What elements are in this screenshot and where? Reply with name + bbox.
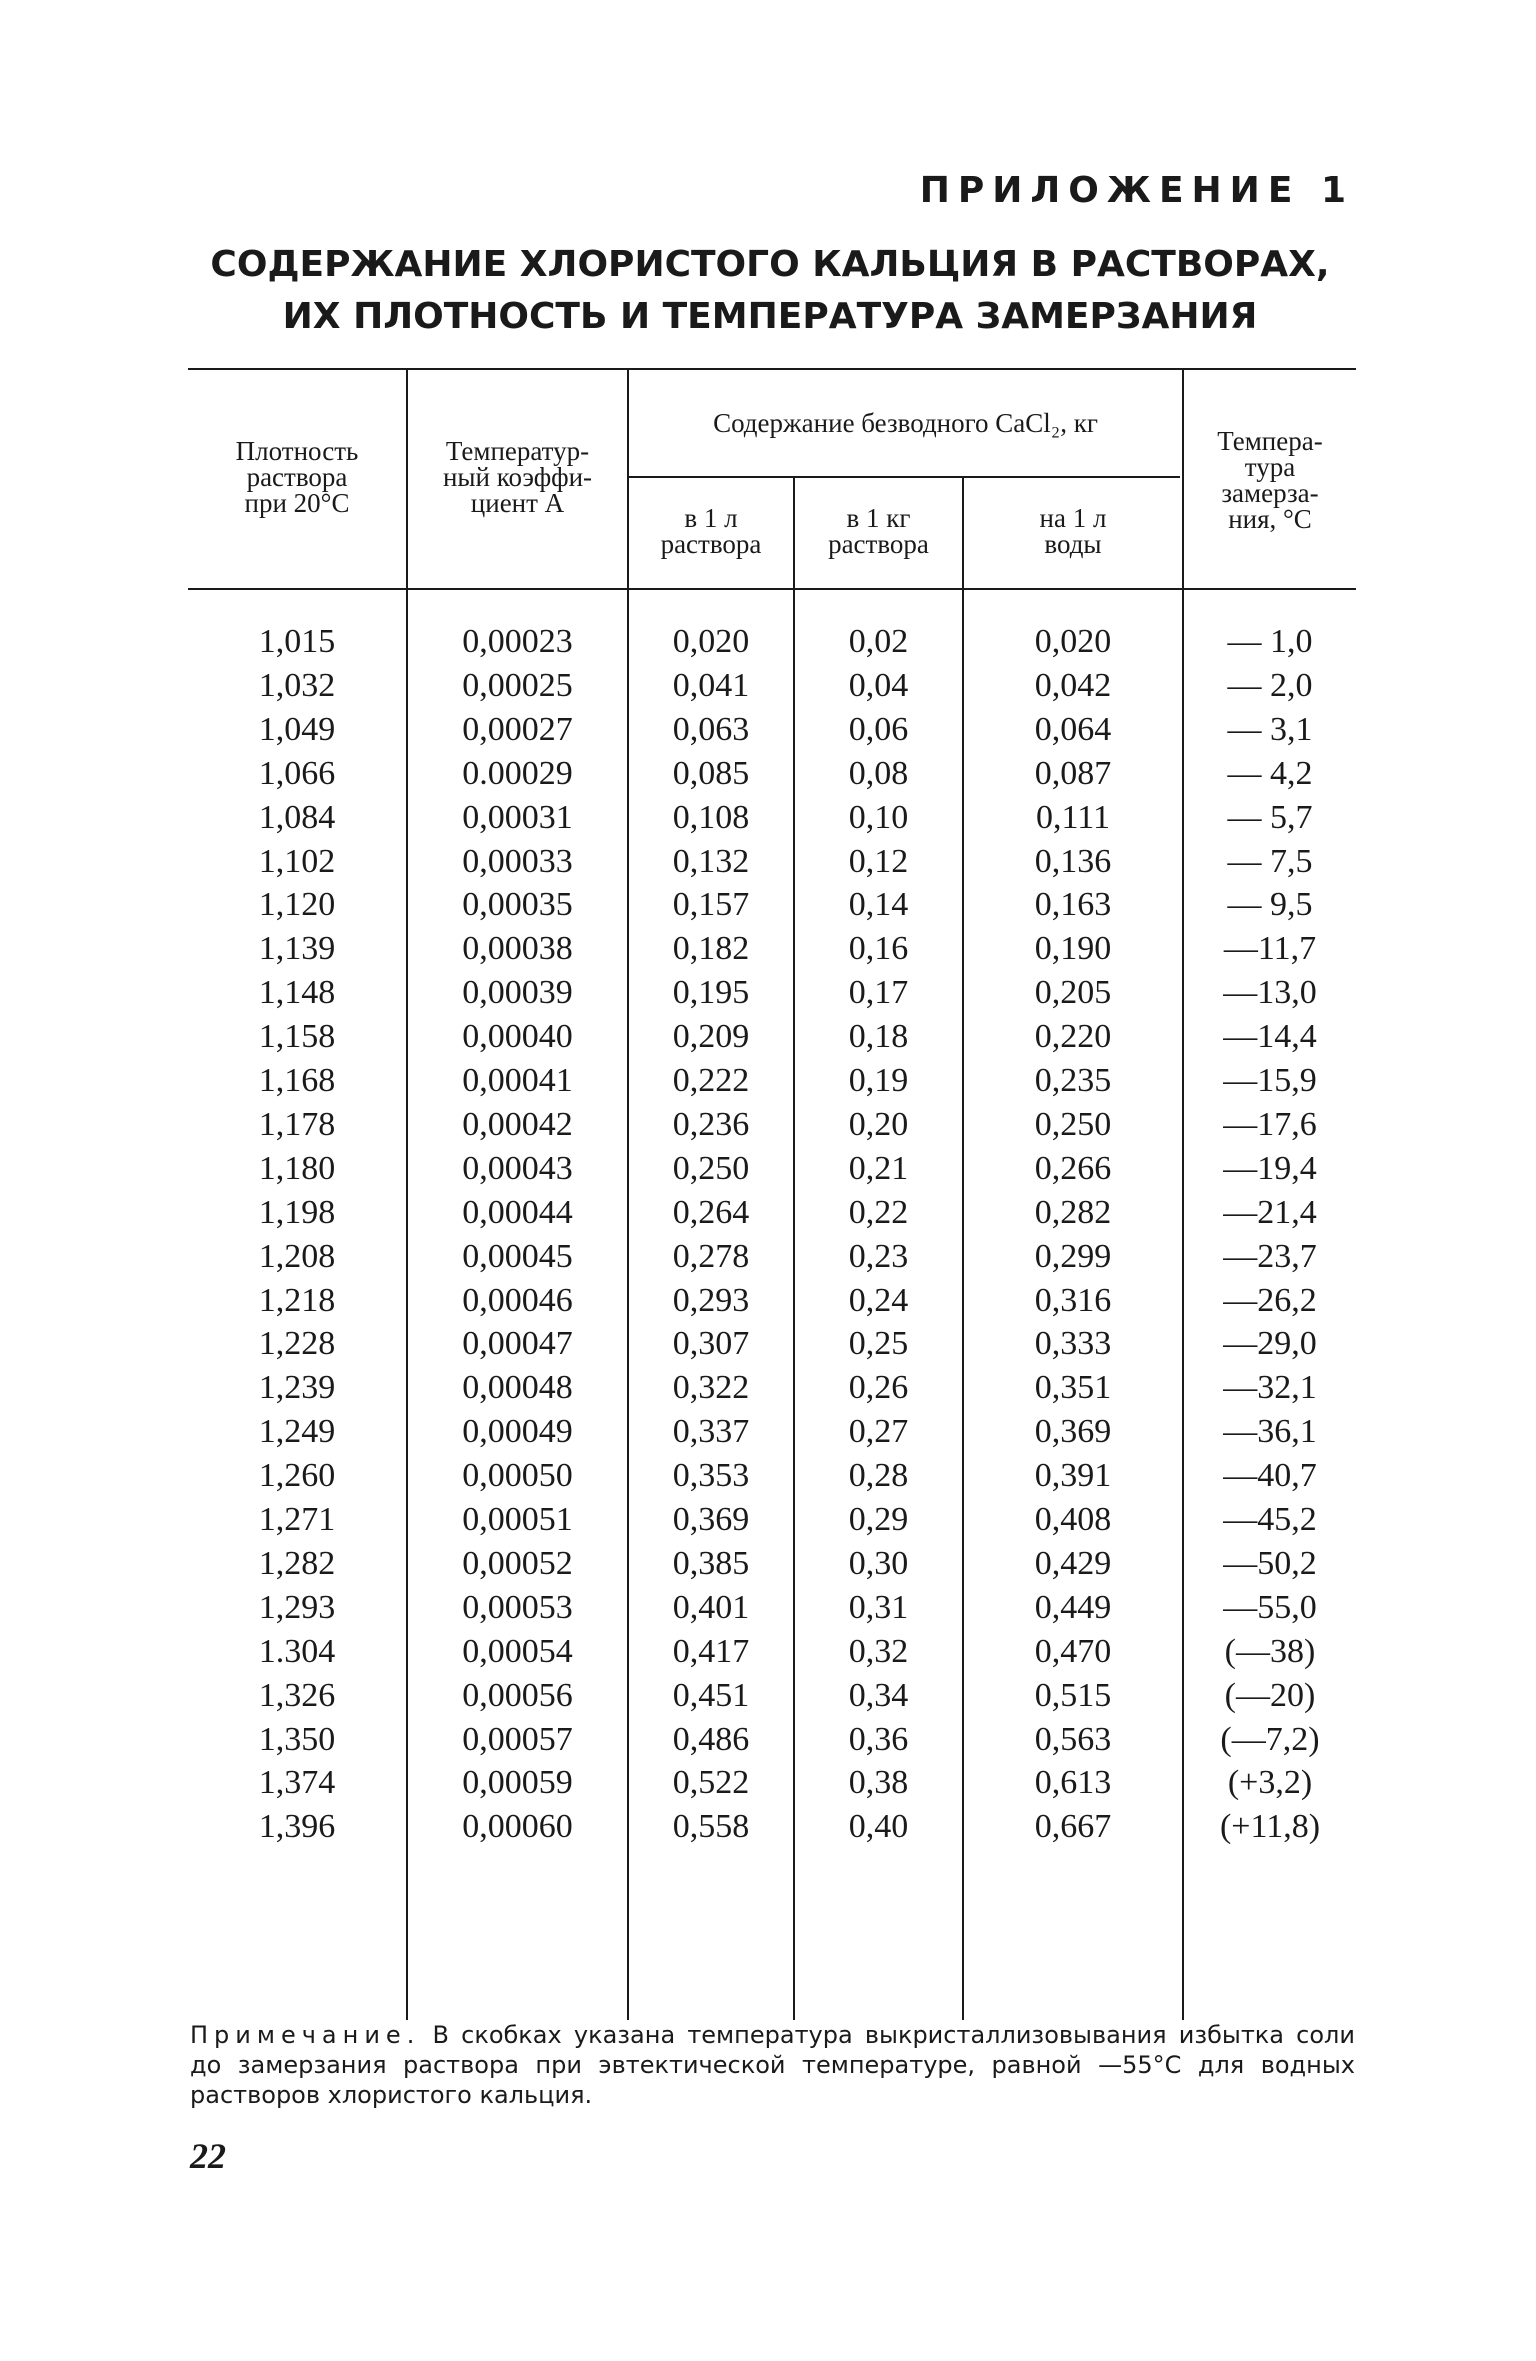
cell-per-kg-solution: 0,10: [848, 798, 909, 836]
cell-per-kg-solution: 0,02: [848, 623, 909, 660]
cell-freezing-temperature: —55,0: [1223, 1588, 1317, 1626]
cell-per-liter-solution: 0,222: [672, 1062, 750, 1099]
note-text: В скобках указана температура выкристаллизовывания избытка соли до замерзания раствора при эвтектической температуре, равной —55°C для водных растворов хлористого кальция.: [190, 2021, 1355, 2109]
cell-density: 1.304: [258, 1632, 336, 1670]
cell-per-liter-water: 0,667: [1034, 1808, 1112, 1846]
cell-per-liter-solution: 0,108: [672, 798, 750, 836]
cell-per-kg-solution: 0,14: [848, 886, 909, 924]
cell-per-kg-solution: 0,32: [848, 1632, 909, 1670]
cell-per-liter-solution: 0,063: [672, 710, 750, 748]
cell-per-liter-water: 0,266: [1034, 1149, 1112, 1187]
cell-per-kg-solution: 0,31: [848, 1588, 909, 1626]
cell-per-liter-solution: 0,401: [672, 1588, 750, 1626]
cell-freezing-temperature: —29,0: [1223, 1325, 1317, 1363]
table-note: [190, 2020, 1355, 2110]
cell-per-liter-solution: 0,041: [672, 666, 750, 704]
cell-coefficient: 0,00059: [462, 1764, 573, 1802]
cell-freezing-temperature: —19,4: [1223, 1149, 1317, 1187]
cell-per-kg-solution: 0,29: [848, 1501, 909, 1538]
cell-coefficient: 0,00056: [462, 1676, 573, 1714]
cell-per-kg-solution: 0,20: [848, 1105, 909, 1143]
cell-per-kg-solution: 0,25: [848, 1325, 909, 1363]
cell-freezing-temperature: — 5,7: [1227, 798, 1313, 836]
cell-per-liter-water: 0,408: [1034, 1501, 1112, 1538]
cell-per-kg-solution: 0,16: [848, 930, 909, 968]
cell-per-liter-solution: 0,236: [672, 1105, 750, 1143]
cell-coefficient: 0,00025: [462, 666, 573, 704]
cell-coefficient: 0,00050: [462, 1457, 573, 1495]
table-header-bottom-rule: [188, 588, 1356, 590]
cell-density: 1,326: [258, 1676, 336, 1714]
cell-freezing-temperature: —32,1: [1223, 1369, 1317, 1407]
appendix-label: ПРИЛОЖЕНИЕ 1: [919, 170, 1354, 211]
cell-coefficient: 0,00053: [462, 1588, 573, 1626]
cell-freezing-temperature: —36,1: [1223, 1413, 1317, 1451]
cell-density: 1,148: [258, 974, 336, 1012]
cell-freezing-temperature: —17,6: [1223, 1105, 1317, 1143]
cell-density: 1,374: [258, 1764, 336, 1802]
cell-per-kg-solution: 0,08: [848, 754, 909, 792]
cell-per-liter-water: 0,250: [1034, 1105, 1112, 1143]
cell-freezing-temperature: (—38): [1224, 1632, 1316, 1670]
cell-density: 1,293: [258, 1588, 336, 1626]
header-density: Плотность раствора при 20°C: [235, 436, 359, 518]
cell-per-kg-solution: 0,27: [848, 1413, 909, 1451]
cell-coefficient: 0,00054: [462, 1632, 573, 1670]
cell-freezing-temperature: —50,2: [1223, 1544, 1317, 1582]
cell-freezing-temperature: —15,9: [1223, 1062, 1317, 1099]
cell-per-liter-water: 0,087: [1034, 754, 1112, 792]
cell-density: 1,120: [258, 886, 336, 924]
cell-freezing-temperature: — 7,5: [1227, 842, 1313, 880]
cell-per-kg-solution: 0,21: [848, 1149, 909, 1187]
cell-per-liter-water: 0,391: [1034, 1457, 1112, 1495]
cell-coefficient: 0,00045: [462, 1237, 573, 1275]
cell-density: 1,049: [258, 710, 336, 748]
cell-per-liter-water: 0,333: [1034, 1325, 1112, 1363]
cell-per-kg-solution: 0,17: [848, 974, 909, 1012]
cell-coefficient: 0,00048: [462, 1369, 573, 1407]
cell-per-liter-water: 0,563: [1034, 1720, 1112, 1758]
cell-per-kg-solution: 0,36: [848, 1720, 909, 1758]
cell-coefficient: 0,00033: [462, 842, 573, 880]
cell-per-liter-water: 0,220: [1034, 1018, 1112, 1056]
cell-per-kg-solution: 0,18: [848, 1018, 909, 1056]
header-per-kg-solution: в 1 кг раствора: [828, 503, 929, 559]
cell-freezing-temperature: —26,2: [1223, 1281, 1317, 1319]
page-title-line-2: ИХ ПЛОТНОСТЬ И ТЕМПЕРАТУРА ЗАМЕРЗАНИЯ: [282, 296, 1258, 337]
cell-per-kg-solution: 0,04: [848, 666, 909, 704]
cell-coefficient: 0,00027: [462, 710, 573, 748]
cell-per-kg-solution: 0,38: [848, 1764, 909, 1802]
cell-per-liter-solution: 0,369: [672, 1501, 750, 1538]
cell-coefficient: 0,00046: [462, 1281, 573, 1319]
cell-coefficient: 0,00047: [462, 1325, 573, 1363]
cell-density: 1,396: [258, 1808, 336, 1846]
cell-density: 1,350: [258, 1720, 336, 1758]
header-coefficient: Температур- ный коэффи- циент A: [442, 436, 593, 518]
cell-per-liter-solution: 0,182: [672, 930, 750, 968]
cell-density: 1,168: [258, 1062, 336, 1099]
header-per-liter-water: на 1 л воды: [1039, 503, 1107, 559]
cell-freezing-temperature: —21,4: [1223, 1193, 1317, 1231]
cell-per-kg-solution: 0,28: [848, 1457, 909, 1495]
cell-per-liter-water: 0,449: [1034, 1588, 1112, 1626]
page-title-line-1: СОДЕРЖАНИЕ ХЛОРИСТОГО КАЛЬЦИЯ В РАСТВОРАХ,: [210, 244, 1330, 285]
cell-per-kg-solution: 0,06: [848, 710, 909, 748]
cell-coefficient: 0,00057: [462, 1720, 573, 1758]
cell-per-liter-water: 0,190: [1034, 930, 1112, 968]
cell-density: 1,178: [258, 1105, 336, 1143]
cell-per-liter-solution: 0,486: [672, 1720, 750, 1758]
cell-freezing-temperature: — 2,0: [1227, 666, 1313, 704]
cell-density: 1,271: [258, 1501, 336, 1538]
header-content-group: Содержание безводного CaCl₂, кг: [713, 408, 1098, 438]
cell-per-liter-solution: 0,293: [672, 1281, 750, 1319]
cell-per-liter-solution: 0,195: [672, 974, 750, 1012]
cell-per-kg-solution: 0,34: [848, 1676, 909, 1714]
cell-per-liter-water: 0,163: [1034, 886, 1112, 924]
cell-density: 1,198: [258, 1193, 336, 1231]
cell-coefficient: 0,00051: [462, 1501, 573, 1538]
cell-per-liter-solution: 0,353: [672, 1457, 750, 1495]
cell-density: 1,032: [258, 666, 336, 704]
cell-freezing-temperature: —11,7: [1223, 930, 1317, 968]
cell-per-liter-water: 0,205: [1034, 974, 1112, 1012]
cell-per-kg-solution: 0,22: [848, 1193, 909, 1231]
cell-coefficient: 0,00049: [462, 1413, 573, 1451]
cell-density: 1,260: [258, 1457, 336, 1495]
cell-per-liter-solution: 0,337: [672, 1413, 750, 1451]
cell-freezing-temperature: — 1,0: [1227, 623, 1313, 660]
cell-per-liter-solution: 0,451: [672, 1676, 750, 1714]
cell-coefficient: 0,00023: [462, 623, 573, 660]
note-lead: Примечание.: [190, 2021, 421, 2049]
cell-per-liter-solution: 0,322: [672, 1369, 750, 1407]
cell-density: 1,228: [258, 1325, 336, 1363]
content-group-rule: [627, 476, 1180, 478]
cell-freezing-temperature: — 3,1: [1227, 710, 1313, 748]
cell-coefficient: 0,00039: [462, 974, 573, 1012]
cell-per-kg-solution: 0,40: [848, 1808, 909, 1846]
cell-density: 1,239: [258, 1369, 336, 1407]
cell-per-liter-water: 0,042: [1034, 666, 1112, 704]
cell-per-liter-solution: 0,264: [672, 1193, 750, 1231]
cell-per-liter-water: 0,470: [1034, 1632, 1112, 1670]
cell-density: 1,180: [258, 1149, 336, 1187]
cell-per-kg-solution: 0,26: [848, 1369, 909, 1407]
cell-coefficient: 0,00041: [462, 1062, 573, 1099]
cell-per-liter-water: 0,282: [1034, 1193, 1112, 1231]
cell-per-liter-water: 0,064: [1034, 710, 1112, 748]
cell-freezing-temperature: —14,4: [1223, 1018, 1317, 1056]
table-top-rule: [188, 368, 1356, 370]
cell-per-kg-solution: 0,30: [848, 1544, 909, 1582]
cell-per-kg-solution: 0,12: [848, 842, 909, 880]
cell-per-liter-water: 0,429: [1034, 1544, 1112, 1582]
cell-coefficient: 0.00029: [462, 754, 573, 792]
cell-per-liter-water: 0,111: [1036, 798, 1110, 836]
cell-freezing-temperature: —40,7: [1223, 1457, 1317, 1495]
cell-density: 1,084: [258, 798, 336, 836]
cell-density: 1,015: [258, 623, 336, 660]
cell-per-liter-solution: 0,020: [672, 623, 750, 660]
cell-per-kg-solution: 0,19: [848, 1062, 909, 1099]
page-number: 22: [190, 2136, 226, 2176]
cell-coefficient: 0,00038: [462, 930, 573, 968]
cell-per-liter-solution: 0,278: [672, 1237, 750, 1275]
cell-per-liter-solution: 0,250: [672, 1149, 750, 1187]
cell-per-liter-water: 0,235: [1034, 1062, 1112, 1099]
cell-density: 1,282: [258, 1544, 336, 1582]
cell-coefficient: 0,00031: [462, 798, 573, 836]
cell-per-liter-water: 0,316: [1034, 1281, 1112, 1319]
cell-per-liter-water: 0,369: [1034, 1413, 1112, 1451]
cell-freezing-temperature: — 9,5: [1227, 886, 1313, 924]
cell-density: 1,158: [258, 1018, 336, 1056]
cell-freezing-temperature: — 4,2: [1227, 754, 1313, 792]
cell-density: 1,208: [258, 1237, 336, 1275]
cell-freezing-temperature: (+11,8): [1219, 1808, 1321, 1846]
cell-per-liter-water: 0,020: [1034, 623, 1112, 660]
cell-freezing-temperature: (—20): [1224, 1676, 1316, 1714]
cell-per-liter-solution: 0,157: [672, 886, 750, 924]
cell-coefficient: 0,00042: [462, 1105, 573, 1143]
cell-per-liter-solution: 0,417: [672, 1632, 750, 1670]
cell-freezing-temperature: —45,2: [1223, 1501, 1317, 1538]
cell-freezing-temperature: —13,0: [1223, 974, 1317, 1012]
header-freezing-temperature: Темпера- тура замерза- ния, °C: [1217, 426, 1323, 534]
cell-per-liter-solution: 0,209: [672, 1018, 750, 1056]
cell-coefficient: 0,00044: [462, 1193, 573, 1231]
cell-per-liter-water: 0,136: [1034, 842, 1112, 880]
cell-density: 1,102: [258, 842, 336, 880]
cell-freezing-temperature: —23,7: [1223, 1237, 1317, 1275]
cell-per-liter-water: 0,299: [1034, 1237, 1112, 1275]
cell-density: 1,139: [258, 930, 336, 968]
cell-per-kg-solution: 0,23: [848, 1237, 909, 1275]
cell-per-liter-solution: 0,522: [672, 1764, 750, 1802]
cell-coefficient: 0,00035: [462, 886, 573, 924]
cell-freezing-temperature: (—7,2): [1220, 1720, 1320, 1758]
cell-coefficient: 0,00043: [462, 1149, 573, 1187]
cell-coefficient: 0,00052: [462, 1544, 573, 1582]
cell-per-liter-solution: 0,085: [672, 754, 750, 792]
cell-per-liter-solution: 0,558: [672, 1808, 750, 1846]
cell-coefficient: 0,00060: [462, 1808, 573, 1846]
cell-per-liter-solution: 0,307: [672, 1325, 750, 1363]
cell-freezing-temperature: (+3,2): [1227, 1764, 1313, 1802]
cell-per-liter-water: 0,613: [1034, 1764, 1112, 1802]
cell-density: 1,249: [258, 1413, 336, 1451]
cell-per-liter-solution: 0,132: [672, 842, 750, 880]
cell-per-liter-solution: 0,385: [672, 1544, 750, 1582]
cell-coefficient: 0,00040: [462, 1018, 573, 1056]
cell-density: 1,218: [258, 1281, 336, 1319]
cell-per-liter-water: 0,351: [1034, 1369, 1112, 1407]
header-per-liter-solution: в 1 л раствора: [660, 503, 762, 559]
cell-per-liter-water: 0,515: [1034, 1676, 1112, 1714]
cell-density: 1,066: [258, 754, 336, 792]
cell-per-kg-solution: 0,24: [848, 1281, 909, 1319]
